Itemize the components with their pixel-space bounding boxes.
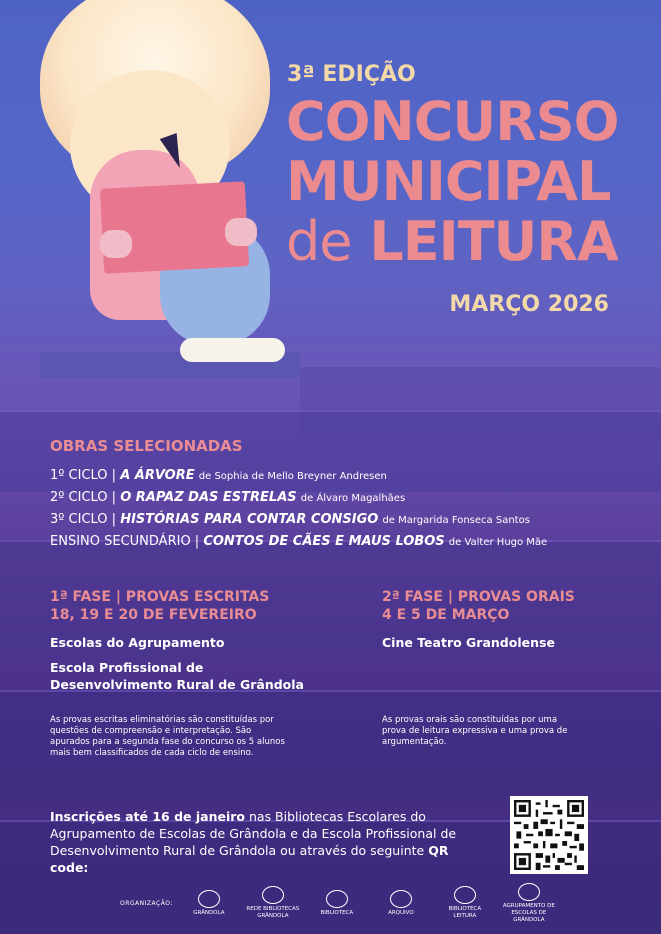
phase-2-dates: 4 E 5 DE MARÇO bbox=[382, 607, 510, 623]
phase-1-location-1: Escolas do Agrupamento bbox=[50, 635, 225, 650]
logo-rede-bibliotecas: REDE BIBLIOTECAS GRÂNDOLA bbox=[245, 886, 301, 920]
phase-1-location-2b: Desenvolvimento Rural de Grândola bbox=[50, 677, 304, 692]
registration-text: nas Bibliotecas Escolares do Agrupamento de Escolas de Grândola e da Escola Profissional de Desenvolvimento Rural de Grândola ou através do seguinte bbox=[50, 809, 457, 858]
title-line-2: MUNICIPAL bbox=[286, 150, 611, 213]
reader-hand bbox=[100, 230, 132, 258]
library-icon bbox=[326, 890, 348, 908]
qr-code-icon bbox=[514, 800, 584, 870]
work-level: 3º CICLO | bbox=[50, 512, 117, 527]
qr-label: QR code: bbox=[50, 843, 449, 875]
work-author: de Álvaro Magalhães bbox=[300, 493, 406, 504]
work-level: ENSINO SECUNDÁRIO | bbox=[50, 534, 200, 549]
archive-icon bbox=[390, 890, 412, 908]
organizers-label: ORGANIZAÇÃO: bbox=[120, 899, 173, 907]
works-list bbox=[50, 465, 547, 553]
title-prefix: de bbox=[286, 210, 352, 273]
school-icon bbox=[518, 883, 540, 901]
logo-agrupamento: AGRUPAMENTO DE ESCOLAS DE GRÂNDOLA bbox=[501, 883, 557, 924]
registration-info bbox=[50, 808, 490, 876]
phase-1-dates: 18, 19 E 20 DE FEVEREIRO bbox=[50, 607, 257, 623]
phase-1-title: 1ª FASE | PROVAS ESCRITAS bbox=[50, 589, 270, 605]
phase-1-location-2a: Escola Profissional de bbox=[50, 660, 204, 675]
list-item bbox=[50, 531, 547, 553]
organizers bbox=[120, 883, 631, 923]
work-level: 2º CICLO | bbox=[50, 490, 117, 505]
works-heading: OBRAS SELECIONADAS bbox=[50, 437, 243, 455]
title-line-1: CONCURSO bbox=[286, 90, 619, 153]
logo-biblioteca: BIBLIOTECA bbox=[309, 890, 365, 917]
phase-2 bbox=[382, 588, 622, 651]
registration-deadline: Inscrições até 16 de janeiro bbox=[50, 809, 246, 824]
work-title: HISTÓRIAS PARA CONTAR CONSIGO bbox=[120, 512, 379, 527]
phase-1-description: As provas escritas eliminatórias são constituídas por questões de compreensão e interpretação. São apurados para a segunda fase do concurso os 5 alunos mais bem classificados de cada ciclo de ensino. bbox=[50, 715, 285, 758]
logo-arquivo: ARQUIVO bbox=[373, 890, 429, 917]
list-item bbox=[50, 465, 547, 487]
logo-grandola: GRÂNDOLA bbox=[181, 890, 237, 917]
library-network-icon bbox=[262, 886, 284, 904]
work-author: de Valter Hugo Mãe bbox=[448, 537, 548, 548]
work-title: A ÁRVORE bbox=[120, 468, 195, 483]
edition-label: 3ª EDIÇÃO bbox=[287, 62, 416, 87]
reader-hand bbox=[225, 218, 257, 246]
municipality-icon bbox=[198, 890, 220, 908]
phase-1 bbox=[50, 588, 340, 693]
logo-biblioteca-leitura: BIBLIOTECA LEITURA bbox=[437, 886, 493, 920]
book-icon bbox=[454, 886, 476, 904]
phase-2-description: As provas orais são constituídas por uma prova de leitura expressiva e uma prova de argumentação. bbox=[382, 715, 568, 747]
work-title: O RAPAZ DAS ESTRELAS bbox=[120, 490, 297, 505]
title-main: LEITURA bbox=[369, 210, 618, 273]
phase-2-title: 2ª FASE | PROVAS ORAIS bbox=[382, 589, 575, 605]
list-item bbox=[50, 487, 547, 509]
work-author: de Margarida Fonseca Santos bbox=[382, 515, 530, 526]
reader-shoes bbox=[180, 338, 285, 362]
title-line-3 bbox=[286, 212, 619, 272]
work-title: CONTOS DE CÃES E MAUS LOBOS bbox=[203, 534, 445, 549]
phase-2-location: Cine Teatro Grandolense bbox=[382, 635, 555, 650]
work-level: 1º CICLO | bbox=[50, 468, 117, 483]
qr-code[interactable] bbox=[510, 796, 588, 874]
list-item bbox=[50, 509, 547, 531]
event-date: MARÇO 2026 bbox=[449, 292, 609, 317]
work-author: de Sophia de Mello Breyner Andresen bbox=[198, 471, 387, 482]
poster-title bbox=[286, 92, 619, 272]
